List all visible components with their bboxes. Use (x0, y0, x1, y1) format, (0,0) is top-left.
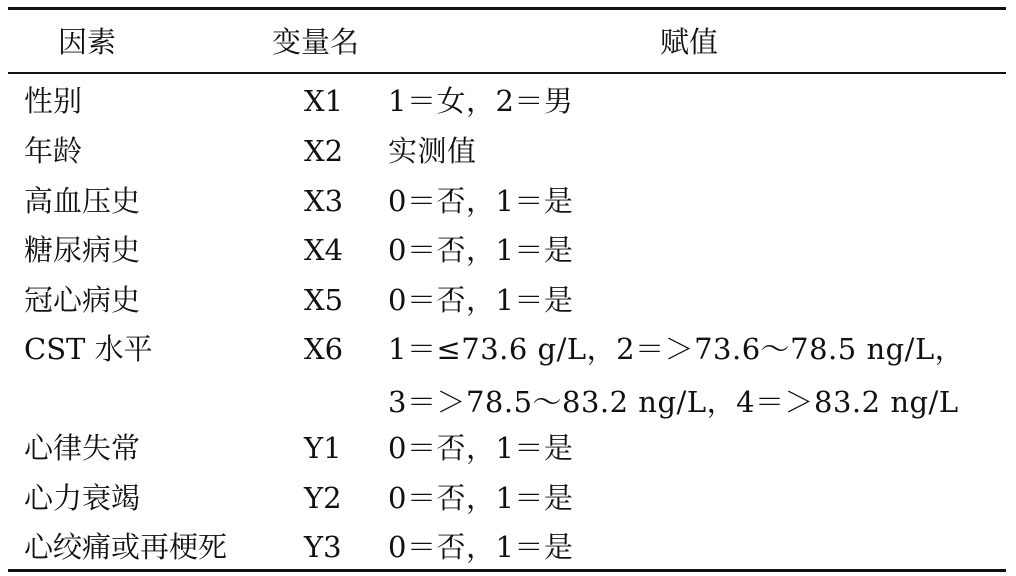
table-header-rule (8, 72, 1006, 74)
variable-cell: X1 (304, 84, 344, 118)
assignment-cell: 0＝否，1＝是 (388, 481, 574, 515)
variable-cell: X4 (304, 233, 344, 267)
header-factor: 因素 (58, 25, 117, 59)
assignment-cell: 1＝≤73.6 g/L，2＝＞73.6～78.5 ng/L， (388, 332, 965, 366)
factor-cell: 心律失常 (24, 431, 141, 465)
variable-cell: Y3 (304, 530, 342, 564)
factor-cell: 高血压史 (24, 184, 141, 218)
table-bottom-rule (8, 569, 1006, 572)
factor-cell: 性别 (24, 84, 83, 118)
assignment-cell-continued: 3＝＞78.5～83.2 ng/L，4＝＞83.2 ng/L (388, 385, 959, 419)
factor-cell: 冠心病史 (24, 283, 141, 317)
factor-cell: 糖尿病史 (24, 233, 141, 267)
factor-cell: 心力衰竭 (24, 481, 141, 515)
assignment-cell: 0＝否，1＝是 (388, 283, 574, 317)
header-variable: 变量名 (272, 25, 360, 59)
assignment-cell: 0＝否，1＝是 (388, 431, 574, 465)
factor-cell: 心绞痛或再梗死 (24, 530, 228, 564)
variable-cell: X3 (304, 184, 344, 218)
factor-cell: 年龄 (24, 134, 83, 168)
header-assignment: 赋值 (660, 25, 719, 59)
assignment-cell: 0＝否，1＝是 (388, 530, 574, 564)
variable-cell: X5 (304, 283, 344, 317)
variable-cell: X6 (304, 332, 344, 366)
variable-cell: X2 (304, 134, 344, 168)
assignment-cell: 0＝否，1＝是 (388, 184, 574, 218)
variable-cell: Y2 (304, 481, 342, 515)
assignment-cell: 实测值 (388, 134, 477, 168)
variable-cell: Y1 (304, 431, 342, 465)
factor-cell: CST 水平 (24, 332, 153, 366)
assignment-cell: 1＝女，2＝男 (388, 84, 574, 118)
table-top-rule (8, 7, 1006, 10)
assignment-cell: 0＝否，1＝是 (388, 233, 574, 267)
